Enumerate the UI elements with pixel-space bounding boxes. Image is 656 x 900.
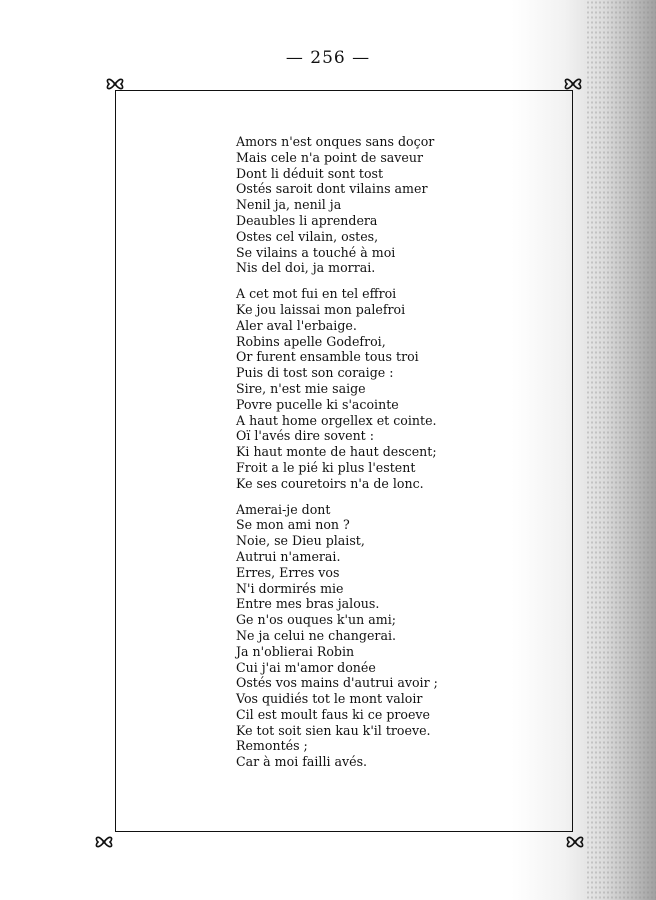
poem-line: Ki haut monte de haut descent; <box>236 444 437 460</box>
corner-ornament-top-left-icon <box>103 72 127 96</box>
poem-line: Erres, Erres vos <box>236 564 340 580</box>
poem-line: Mais cele n'a point de saveur <box>236 149 424 165</box>
poem-line: Ostés vos mains d'autrui avoir ; <box>236 675 438 691</box>
poem-line: Amors n'est onques sans doçor <box>236 134 435 149</box>
poem-line: Vos quidiés tot le mont valoir <box>236 691 423 707</box>
poem-line: Dont li déduit sont tost <box>236 165 384 181</box>
poem-line: Puis di tost son coraige : <box>236 365 394 381</box>
page-number: — 256 — <box>285 48 371 68</box>
poem-line: Remontés ; <box>236 738 308 754</box>
poem-line: Cui j'ai m'amor donée <box>236 659 376 675</box>
corner-ornament-bottom-right-icon <box>563 830 587 854</box>
corner-ornament-top-right-icon <box>561 72 585 96</box>
poem-line: N'i dormirés mie <box>236 580 344 596</box>
corner-ornament-bottom-left-icon <box>92 830 116 854</box>
poem-line: Aler aval l'erbaige. <box>236 317 357 333</box>
poem-line: Entre mes bras jalous. <box>236 596 380 612</box>
poem-line: Or furent ensamble tous troi <box>236 349 419 365</box>
poem-line: Ostés saroit dont vilains amer <box>236 181 428 197</box>
poem-line: Robins apelle Godefroi, <box>236 333 386 349</box>
poem-line: A cet mot fui en tel effroi <box>236 286 397 302</box>
poem-line: Amerai-je dont <box>236 501 331 517</box>
poem-line: Se mon ami non ? <box>236 517 350 533</box>
poem-line: Ostes cel vilain, ostes, <box>236 228 379 244</box>
poem-line: Nenil ja, nenil ja <box>236 197 342 213</box>
poem-line: Car à moi failli avés. <box>236 754 368 770</box>
poem-line: Ge n'os ouques k'un ami; <box>236 612 396 628</box>
poem-line: Deaubles li aprendera <box>236 212 378 228</box>
poem-line: Oï l'avés dire sovent : <box>236 428 374 444</box>
poem-line: Ke jou laissai mon palefroi <box>236 301 406 317</box>
poem-line: Se vilains a touché à moi <box>236 244 396 260</box>
page-edge-shadow <box>586 0 656 900</box>
stanza-1 <box>236 134 438 276</box>
poem-line: Nis del doi, ja morrai. <box>236 260 376 276</box>
poem-line: Ne ja celui ne changerai. <box>236 627 396 643</box>
poem-line: Noie, se Dieu plaist, <box>236 533 365 549</box>
poem-line: Sire, n'est mie saige <box>236 380 366 396</box>
poem-line: Ke ses couretoirs n'a de lonc. <box>236 475 424 491</box>
poem-line: Froit a le pié ki plus l'estent <box>236 459 416 475</box>
poem-text <box>236 134 438 770</box>
stanza-3 <box>236 502 438 771</box>
poem-line: Ke tot soit sien kau k'il troeve. <box>236 722 431 738</box>
poem-line: A haut home orgellex et cointe. <box>236 412 437 428</box>
poem-line: Povre pucelle ki s'acointe <box>236 396 399 412</box>
poem-line: Autrui n'amerai. <box>236 548 341 564</box>
poem-line: Ja n'oblierai Robin <box>236 643 355 659</box>
poem-line: Cil est moult faus ki ce proeve <box>236 706 431 722</box>
stanza-2 <box>236 286 438 491</box>
